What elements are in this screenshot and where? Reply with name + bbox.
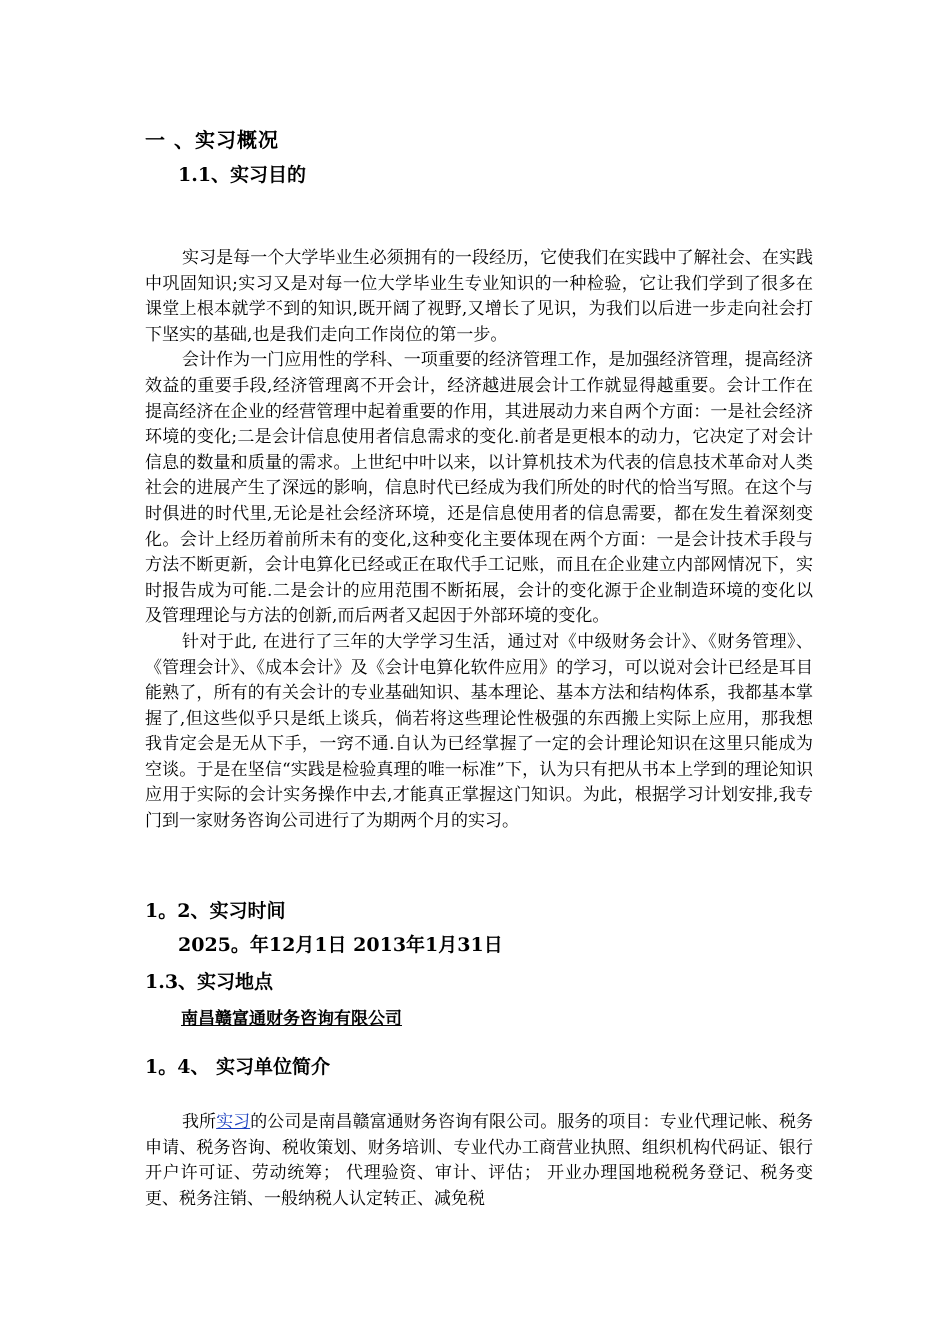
heading-place: 1.3、实习地点 xyxy=(145,971,274,993)
purpose-paragraph-1: 实习是每一个大学毕业生必须拥有的一段经历，它使我们在实践中了解社会、在实践中巩固知识;实习又是对每一位大学毕业生专业知识的一种检验，它让我们学到了很多在课堂上根本就学不到的知识,既开阔了视野,又增长了见识，为我们以后进一步走向社会打下坚实的基础,也是我们走向工作岗位的第一步。 xyxy=(145,248,813,345)
company-name-link[interactable]: 南昌赣富通财务咨询有限公司 xyxy=(181,1009,402,1029)
purpose-paragraph-3: 针对于此, 在进行了三年的大学学习生活，通过对《中级财务会计》、《财务管理》、《管理会计》、《成本会计》及《会计电算化软件应用》的学习，可以说对会计已经是耳目能熟了，所有的有关会计的专业基础知识、基本理论、基本方法和结构体系，我都基本掌握了,但这些似乎只是纸上谈兵，倘若将这些理论性极强的东西搬上实际上应用，那我想我肯定会是无从下手，一窍不通.自认为已经掌握了一定的会计理论知识在这里只能成为空谈。于是在坚信“实践是检验真理的唯一标准”下，认为只有把从书本上学到的理论知识应用于实际的会计实务操作中去,才能真正掌握这门知识。为此，根据学习计划安排,我专门到一家财务咨询公司进行了为期两个月的实习。 xyxy=(145,631,813,832)
internship-link[interactable]: 实习 xyxy=(216,1112,251,1132)
heading-purpose: 1.1、实习目的 xyxy=(178,164,307,186)
heading-time: 1。2、实习时间 xyxy=(145,900,286,922)
internship-dates: 2025。年12月1日 2013年1月31日 xyxy=(178,934,503,956)
heading-intro: 1。4、 实习单位简介 xyxy=(145,1056,331,1078)
purpose-paragraph-2: 会计作为一门应用性的学科、一项重要的经济管理工作，是加强经济管理，提高经济效益的重要手段,经济管理离不开会计，经济越进展会计工作就显得越重要。会计工作在提高经济在企业的经营管理中起着重要的作用，其进展动力来自两个方面：一是社会经济环境的变化;二是会计信息使用者信息需求的变化.前者是更根本的动力，它决定了对会计信息的数量和质量的需求。上世纪中叶以来，以计算机技术为代表的信息技术革命对人类社会的进展产生了深远的影响，信息时代已经成为我们所处的时代的恰当写照。在这个与时俱进的时代里,无论是社会经济环境，还是信息使用者的信息需要，都在发生着深刻变化。会计上经历着前所未有的变化,这种变化主要体现在两个方面：一是会计技术手段与方法不断更新，会计电算化已经或正在取代手工记账，而且在企业建立内部网情况下，实时报告成为可能.二是会计的应用范围不断拓展，会计的变化源于企业制造环境的变化以及管理理论与方法的创新,而后两者又起因于外部环境的变化。 xyxy=(145,350,813,627)
intro-text-before: 我所 xyxy=(182,1112,217,1132)
intro-section xyxy=(145,1110,813,1212)
section-title: 一 、实习概况 xyxy=(145,128,279,152)
intro-text-after: 的公司是南昌赣富通财务咨询有限公司。服务的项目：专业代理记帐、税务申请、税务咨询、税收策划、财务培训、专业代办工商营业执照、组织机构代码证、银行开户许可证、劳动统筹； 代理验资、审计、评估； 开业办理国地税税务登记、税务变更、税务注销、一般纳税人认定转正、减免税 xyxy=(145,1112,814,1209)
intro-paragraph xyxy=(145,1110,813,1212)
purpose-section xyxy=(145,246,813,835)
